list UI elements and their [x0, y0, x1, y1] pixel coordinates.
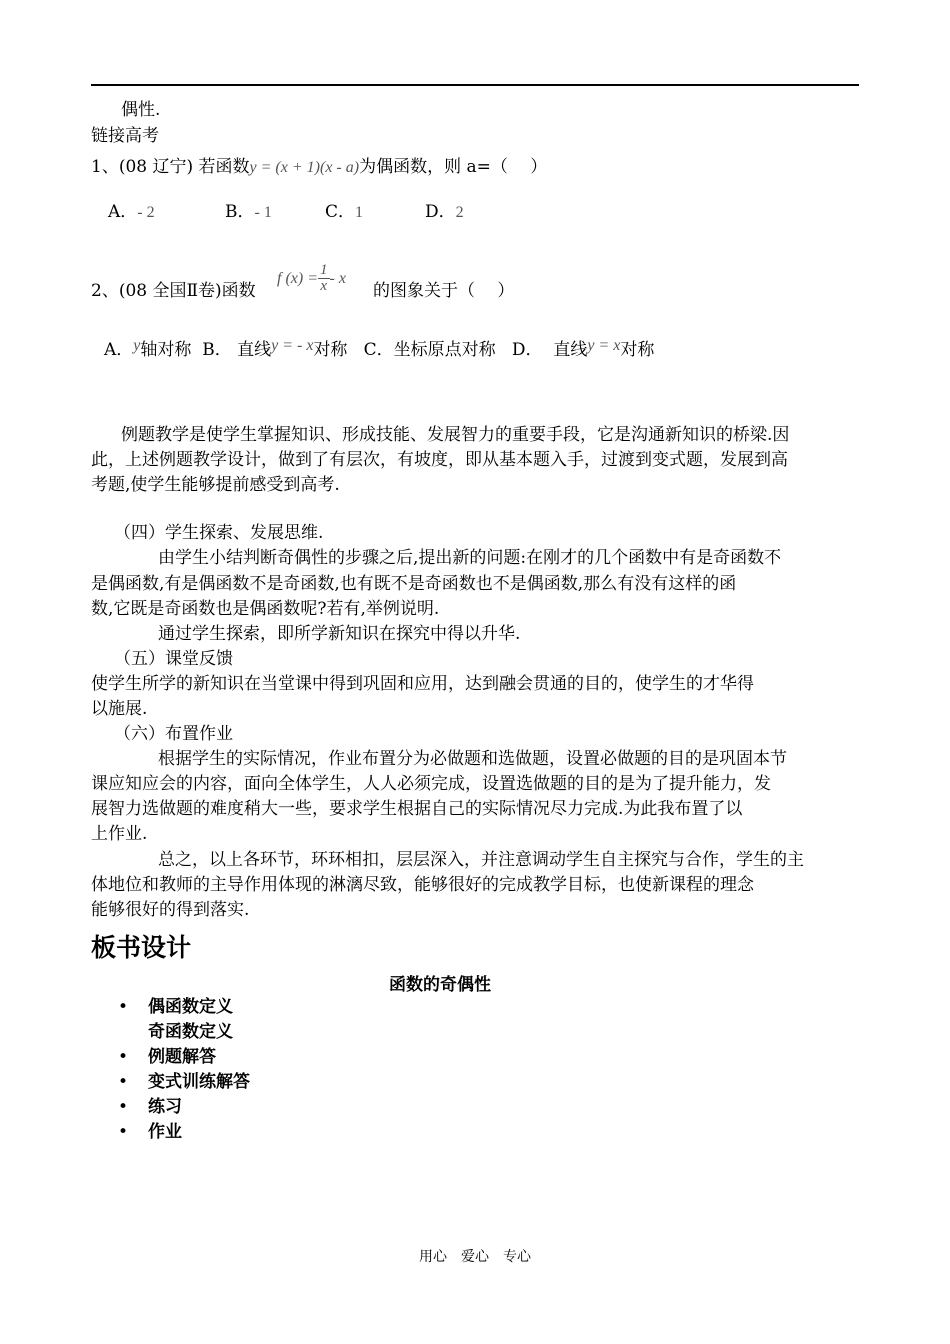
q2-fraction — [318, 263, 330, 294]
para1-line-2: 此，上述例题教学设计，做到了有层次，有坡度，即从基本题入手，过渡到变式题，发展到高 — [91, 450, 788, 470]
q1-option-c-label: C． — [325, 202, 356, 222]
question-1 — [91, 155, 547, 180]
sec6-line-1: 根据学生的实际情况，作业布置分为必做题和选做题，设置必做题的目的是巩固本节 — [158, 749, 787, 769]
q2-option-b-math: y = - x — [271, 337, 314, 354]
sec5-line-1: 使学生所学的新知识在当堂课中得到巩固和应用，达到融会贯通的目的，使学生的才华得 — [91, 674, 754, 694]
q1-option-d-label: D． — [425, 202, 456, 222]
page-footer: 用心 爱心 专心 — [419, 1249, 531, 1265]
board-item-practice: 练习 — [148, 1097, 182, 1117]
q1-suffix: 为偶函数，则 a=（ ） — [359, 157, 548, 177]
sec6-line-3: 展智力选做题的难度稍大一些，要求学生根据自己的实际情况尽力完成.为此我布置了以 — [91, 799, 743, 819]
q1-option-c — [325, 200, 363, 225]
q1-option-a — [108, 200, 155, 225]
q1-formula: y = (x + 1)(x - a) — [249, 159, 360, 176]
q2-option-b-label: B． — [202, 340, 232, 360]
para1-line-3: 考题,使学生能够提前感受到高考. — [91, 475, 340, 495]
board-title: 函数的奇偶性 — [389, 975, 491, 995]
sec4-line-4: 通过学生探索，即所学新知识在探究中得以升华. — [158, 624, 521, 644]
sec4-line-3: 数,它既是奇函数也是偶函数呢?若有,举例说明. — [91, 599, 440, 619]
q2-fraction-denominator: x — [320, 278, 328, 294]
bullet-icon: • — [118, 1047, 129, 1067]
summary-line-1: 总之，以上各环节，环环相扣，层层深入，并注意调动学生自主探究与合作，学生的主 — [158, 850, 804, 870]
q2-formula-right: - x — [329, 270, 346, 287]
board-item-homework: 作业 — [148, 1122, 182, 1142]
q1-option-d-value: 2 — [455, 204, 464, 221]
sec6-title: （六）布置作业 — [114, 724, 233, 744]
board-item-even-def: 偶函数定义 — [148, 997, 233, 1017]
q2-option-d-text: 直线 — [553, 340, 588, 360]
q1-option-a-label: A． — [108, 202, 138, 222]
bullet-icon: • — [118, 1122, 129, 1142]
q2-prefix: 2、(08 全国Ⅱ卷)函数 — [91, 281, 256, 301]
q2-option-b-suffix: 对称 — [313, 340, 348, 360]
section-link-title: 链接高考 — [91, 126, 159, 146]
q1-option-a-value: - 2 — [137, 204, 155, 221]
board-heading: 板书设计 — [91, 933, 192, 962]
q2-option-d-suffix: 对称 — [620, 340, 655, 360]
sec5-title: （五）课堂反馈 — [114, 649, 233, 669]
q1-option-b — [225, 200, 272, 225]
board-item-examples: 例题解答 — [148, 1047, 216, 1067]
para1-line-1: 例题教学是使学生掌握知识、形成技能、发展智力的重要手段，它是沟通新知识的桥梁.因 — [121, 425, 790, 445]
q2-option-d-label: D． — [511, 340, 543, 360]
sec4-title: （四）学生探索、发展思维. — [114, 523, 324, 543]
sec5-line-2: 以施展. — [91, 699, 148, 719]
q2-option-c: C．坐标原点对称 — [363, 340, 496, 360]
board-item-odd-def: 奇函数定义 — [148, 1022, 233, 1042]
bullet-icon: • — [118, 997, 129, 1017]
q2-option-d-math: y = x — [587, 337, 621, 354]
bullet-icon: • — [118, 1097, 129, 1117]
q2-formula-left: f (x) = — [277, 270, 318, 287]
sec6-line-2: 课应知应会的内容，面向全体学生，人人必须完成，设置选做题的目的是为了提升能力，发 — [91, 774, 771, 794]
q1-option-b-value: - 1 — [254, 204, 272, 221]
header-rule — [91, 84, 859, 86]
q1-option-b-label: B． — [225, 202, 255, 222]
header-fragment: 偶性. — [121, 100, 161, 120]
sec4-line-1: 由学生小结判断奇偶性的步骤之后,提出新的问题:在刚才的几个函数中有是奇函数不 — [158, 548, 782, 568]
q1-option-c-value: 1 — [355, 204, 364, 221]
sec4-line-2: 是偶函数,有是偶函数不是奇函数,也有既不是奇函数也不是偶函数,那么有没有这样的函 — [91, 574, 737, 594]
q2-formula — [277, 262, 346, 295]
summary-line-2: 体地位和教师的主导作用体现的淋漓尽致，能够很好的完成教学目标，也使新课程的理念 — [91, 875, 754, 895]
q2-option-a-label: A． — [104, 340, 134, 360]
sec6-line-4: 上作业. — [91, 824, 148, 844]
q2-option-a-text: 轴对称 — [140, 340, 192, 360]
q2-suffix: 的图象关于（ ） — [373, 281, 515, 301]
board-item-variants: 变式训练解答 — [148, 1072, 250, 1092]
summary-line-3: 能够很好的得到落实. — [91, 900, 250, 920]
q2-option-b-text: 直线 — [237, 340, 272, 360]
bullet-icon: • — [118, 1072, 129, 1092]
q1-prefix: 1、(08 辽宁) 若函数 — [91, 157, 250, 177]
q1-option-d — [425, 200, 464, 225]
q2-fraction-numerator: 1 — [320, 262, 328, 278]
q2-options — [104, 338, 654, 363]
q2-option-a-math: y — [133, 337, 141, 354]
